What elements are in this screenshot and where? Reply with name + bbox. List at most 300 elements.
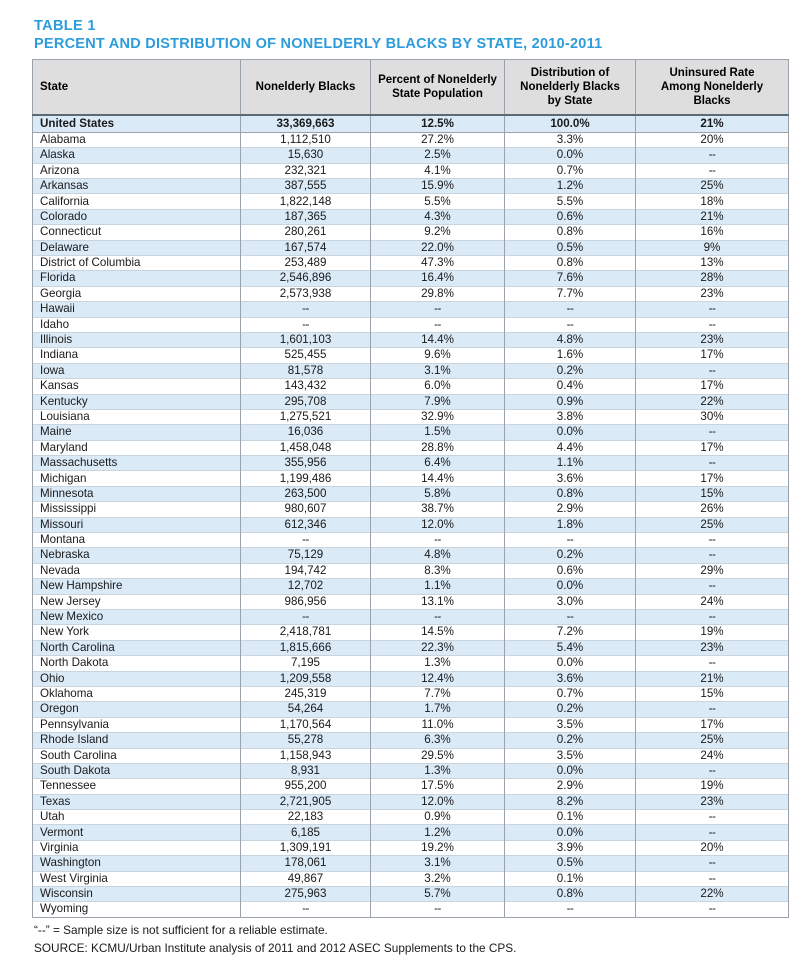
cell-uninsured [636,425,789,440]
cell-count: 1,275,521 [241,409,371,424]
missing-value: -- [708,148,716,162]
cell-percent: 17.5% [371,779,505,794]
cell-dist: 3.5% [505,717,636,732]
cell-percent: 14.4% [371,471,505,486]
cell-count: 167,574 [241,240,371,255]
cell-state-name: Wisconsin [33,887,241,902]
column-header-line: Percent of Nonelderly [378,74,497,87]
cell-dist: 0.0% [505,425,636,440]
table-row [33,856,789,871]
cell-state-name: Rhode Island [33,733,241,748]
cell-percent [371,610,505,625]
cell-count [241,610,371,625]
cell-uninsured [636,317,789,332]
cell-state-name: Connecticut [33,225,241,240]
table-row [33,548,789,563]
cell-count: 612,346 [241,517,371,532]
cell-dist: 4.4% [505,440,636,455]
cell-state-name: South Dakota [33,763,241,778]
missing-value: -- [708,302,716,316]
cell-percent: 1.7% [371,702,505,717]
cell-count: 2,573,938 [241,286,371,301]
column-header-line: Blacks [693,95,731,108]
cell-percent: 7.9% [371,394,505,409]
cell-count: 1,112,510 [241,132,371,147]
cell-percent: 29.8% [371,286,505,301]
cell-uninsured: 24% [636,748,789,763]
cell-state-name: Iowa [33,363,241,378]
cell-dist: 8.2% [505,794,636,809]
cell-uninsured: 23% [636,794,789,809]
column-header-line: by State [547,95,593,108]
cell-percent: 12.5% [371,115,505,132]
table-row [33,179,789,194]
cell-dist: 0.2% [505,702,636,717]
cell-uninsured: 22% [636,394,789,409]
table-row [33,163,789,178]
cell-uninsured [636,763,789,778]
table-row [33,887,789,902]
cell-count: 1,458,048 [241,440,371,455]
cell-state-name: New Mexico [33,610,241,625]
column-header-dist [505,60,636,116]
cell-percent: 9.6% [371,348,505,363]
table-row [33,148,789,163]
cell-percent: 2.5% [371,148,505,163]
cell-count: 2,721,905 [241,794,371,809]
cell-count: 33,369,663 [241,115,371,132]
cell-dist: 0.7% [505,686,636,701]
cell-count: 1,815,666 [241,640,371,655]
missing-value: -- [302,533,309,547]
cell-uninsured [636,810,789,825]
missing-value: -- [566,302,574,316]
missing-value: -- [302,317,309,331]
cell-state-name: West Virginia [33,871,241,886]
cell-state-name: Hawaii [33,302,241,317]
cell-uninsured [636,702,789,717]
cell-uninsured [636,902,789,917]
missing-value: -- [302,302,309,316]
cell-state-name: South Carolina [33,748,241,763]
cell-percent: 13.1% [371,594,505,609]
cell-dist: 5.5% [505,194,636,209]
cell-state-name: Montana [33,533,241,548]
table-row [33,610,789,625]
missing-value: -- [708,856,716,870]
cell-count: 8,931 [241,763,371,778]
cell-state-name: Massachusetts [33,456,241,471]
cell-dist: 4.8% [505,332,636,347]
cell-state-name: Washington [33,856,241,871]
cell-state-name: New York [33,625,241,640]
cell-dist: 0.0% [505,763,636,778]
cell-dist: 3.5% [505,748,636,763]
cell-percent: 3.1% [371,856,505,871]
cell-state-name: Oklahoma [33,686,241,701]
table-row [33,625,789,640]
table-row [33,409,789,424]
cell-state-name: Alaska [33,148,241,163]
cell-state-name: Minnesota [33,486,241,501]
cell-percent: 22.3% [371,640,505,655]
cell-dist: 0.8% [505,486,636,501]
cell-percent: 15.9% [371,179,505,194]
cell-percent: 4.1% [371,163,505,178]
cell-state-name: North Carolina [33,640,241,655]
cell-count: 1,309,191 [241,840,371,855]
cell-percent: 3.1% [371,363,505,378]
cell-count: 263,500 [241,486,371,501]
missing-value: -- [708,456,716,470]
cell-state-name: Louisiana [33,409,241,424]
table-row [33,779,789,794]
cell-state-name: United States [33,115,241,132]
cell-dist: 0.4% [505,379,636,394]
missing-value: -- [708,825,716,839]
cell-state-name: Maryland [33,440,241,455]
column-header-state [33,60,241,116]
cell-uninsured: 19% [636,625,789,640]
cell-percent: 29.5% [371,748,505,763]
cell-dist: 1.2% [505,179,636,194]
cell-count: 280,261 [241,225,371,240]
cell-percent: 12.4% [371,671,505,686]
table-row [33,656,789,671]
table-row [33,594,789,609]
cell-count: 16,036 [241,425,371,440]
cell-percent: 4.8% [371,548,505,563]
cell-uninsured: 17% [636,717,789,732]
table-row [33,502,789,517]
cell-uninsured: 17% [636,471,789,486]
cell-dist [505,317,636,332]
cell-state-name: Missouri [33,517,241,532]
table-row [33,810,789,825]
cell-count: 980,607 [241,502,371,517]
cell-percent: 16.4% [371,271,505,286]
cell-state-name: Idaho [33,317,241,332]
cell-count: 1,170,564 [241,717,371,732]
cell-percent: 47.3% [371,256,505,271]
table-row [33,563,789,578]
cell-percent: 1.3% [371,763,505,778]
cell-percent [371,317,505,332]
cell-dist: 0.5% [505,240,636,255]
missing-value: -- [708,763,716,777]
cell-count: 525,455 [241,348,371,363]
table-row [33,871,789,886]
table-row [33,456,789,471]
cell-percent: 1.1% [371,579,505,594]
cell-uninsured: 15% [636,486,789,501]
cell-count: 194,742 [241,563,371,578]
cell-uninsured: 23% [636,332,789,347]
cell-count: 1,199,486 [241,471,371,486]
table-row [33,348,789,363]
cell-state-name: California [33,194,241,209]
table-notes [34,922,790,957]
cell-state-name: Utah [33,810,241,825]
table-row [33,486,789,501]
cell-uninsured: 15% [636,686,789,701]
cell-dist [505,302,636,317]
cell-uninsured [636,456,789,471]
cell-state-name: Pennsylvania [33,717,241,732]
missing-value: -- [434,902,441,916]
cell-state-name: Delaware [33,240,241,255]
cell-dist: 0.7% [505,163,636,178]
cell-state-name: North Dakota [33,656,241,671]
cell-dist: 0.2% [505,548,636,563]
missing-value: -- [434,533,441,547]
missing-value: -- [708,902,716,916]
cell-percent: 5.7% [371,887,505,902]
cell-state-name: District of Columbia [33,256,241,271]
cell-count: 232,321 [241,163,371,178]
cell-dist [505,610,636,625]
cell-dist: 0.9% [505,394,636,409]
missing-value: -- [302,610,309,624]
cell-uninsured [636,579,789,594]
cell-count: 1,601,103 [241,332,371,347]
cell-state-name: Florida [33,271,241,286]
table-row [33,671,789,686]
cell-uninsured: 26% [636,502,789,517]
cell-percent: 1.2% [371,825,505,840]
cell-percent: 12.0% [371,517,505,532]
table-row [33,379,789,394]
cell-dist: 0.1% [505,871,636,886]
cell-uninsured [636,610,789,625]
cell-state-name: Alabama [33,132,241,147]
cell-dist: 0.0% [505,148,636,163]
cell-dist: 0.8% [505,256,636,271]
table-header [33,60,789,116]
cell-count: 55,278 [241,733,371,748]
cell-state-name: Virginia [33,840,241,855]
cell-percent: 3.2% [371,871,505,886]
cell-count: 387,555 [241,179,371,194]
table-row [33,763,789,778]
cell-count: 15,630 [241,148,371,163]
cell-state-name: Indiana [33,348,241,363]
table-row [33,394,789,409]
cell-dist: 0.0% [505,579,636,594]
cell-dist: 7.6% [505,271,636,286]
cell-state-name: Nebraska [33,548,241,563]
column-header-line: Among Nonelderly [660,81,764,94]
cell-uninsured: 9% [636,240,789,255]
cell-state-name: Nevada [33,563,241,578]
cell-uninsured: 17% [636,379,789,394]
nonelderly-blacks-table [32,59,789,917]
cell-percent: 6.4% [371,456,505,471]
cell-count: 7,195 [241,656,371,671]
cell-dist: 3.3% [505,132,636,147]
cell-uninsured [636,533,789,548]
cell-count: 986,956 [241,594,371,609]
cell-percent: 28.8% [371,440,505,455]
cell-percent: 5.8% [371,486,505,501]
table-row [33,240,789,255]
cell-dist: 3.8% [505,409,636,424]
cell-uninsured: 28% [636,271,789,286]
cell-uninsured: 17% [636,348,789,363]
cell-count: 12,702 [241,579,371,594]
cell-uninsured: 24% [636,594,789,609]
cell-count: 54,264 [241,702,371,717]
missing-value: -- [434,302,441,316]
cell-percent: 22.0% [371,240,505,255]
cell-uninsured [636,656,789,671]
cell-dist: 7.2% [505,625,636,640]
table-header-row [33,60,789,116]
cell-dist: 3.9% [505,840,636,855]
cell-percent [371,533,505,548]
cell-dist: 3.0% [505,594,636,609]
cell-dist [505,533,636,548]
cell-count: 1,158,943 [241,748,371,763]
table-row [33,533,789,548]
table-row [33,517,789,532]
missing-value: -- [566,317,574,331]
column-header-line: Uninsured Rate [669,67,755,80]
cell-dist: 0.0% [505,825,636,840]
missing-value: -- [708,610,716,624]
cell-count: 22,183 [241,810,371,825]
column-header-percent [371,60,505,116]
cell-uninsured: 23% [636,640,789,655]
table-row [33,440,789,455]
cell-count [241,317,371,332]
cell-percent: 14.5% [371,625,505,640]
cell-dist: 3.6% [505,671,636,686]
table-row [33,132,789,147]
table-row [33,332,789,347]
cell-uninsured [636,871,789,886]
column-header-line: Nonelderly Blacks [520,81,620,94]
table-row [33,302,789,317]
cell-uninsured: 21% [636,115,789,132]
table-number-label: TABLE 1 [34,18,96,34]
cell-uninsured: 21% [636,209,789,224]
cell-percent: 6.3% [371,733,505,748]
cell-count: 355,956 [241,456,371,471]
cell-uninsured: 25% [636,179,789,194]
cell-state-name: Texas [33,794,241,809]
cell-count: 2,546,896 [241,271,371,286]
cell-percent: 12.0% [371,794,505,809]
missing-value: -- [708,871,716,885]
cell-uninsured [636,548,789,563]
cell-count: 81,578 [241,363,371,378]
cell-percent: 9.2% [371,225,505,240]
cell-uninsured [636,148,789,163]
cell-dist: 0.8% [505,887,636,902]
missing-value: -- [708,656,716,670]
cell-count: 1,209,558 [241,671,371,686]
cell-count: 253,489 [241,256,371,271]
cell-uninsured [636,825,789,840]
column-header-line: State [40,81,69,94]
table-row [33,733,789,748]
cell-dist: 100.0% [505,115,636,132]
cell-dist: 0.1% [505,810,636,825]
cell-dist: 0.5% [505,856,636,871]
cell-state-name: New Hampshire [33,579,241,594]
missing-value: -- [708,363,716,377]
cell-dist: 0.0% [505,656,636,671]
cell-state-name: Michigan [33,471,241,486]
cell-uninsured [636,163,789,178]
cell-state-name: Tennessee [33,779,241,794]
cell-dist: 0.2% [505,733,636,748]
table-row [33,271,789,286]
column-header-uninsured [636,60,789,116]
table-row-total [33,115,789,132]
cell-percent: 7.7% [371,686,505,701]
cell-count [241,302,371,317]
cell-count: 75,129 [241,548,371,563]
table-row [33,748,789,763]
cell-state-name: Ohio [33,671,241,686]
cell-dist: 0.6% [505,209,636,224]
cell-uninsured: 20% [636,132,789,147]
cell-count: 1,822,148 [241,194,371,209]
cell-state-name: Illinois [33,332,241,347]
column-header-line: Distribution of [530,67,610,80]
missing-value: -- [434,317,441,331]
missing-value: -- [708,533,716,547]
table-row [33,225,789,240]
page-title: PERCENT AND DISTRIBUTION OF NONELDERLY BLACKS BY STATE, 2010-2011 [34,35,603,52]
cell-count: 49,867 [241,871,371,886]
cell-percent: 8.3% [371,563,505,578]
cell-state-name: Wyoming [33,902,241,917]
cell-uninsured: 25% [636,733,789,748]
missing-value: -- [708,317,716,331]
cell-count [241,533,371,548]
table-row [33,640,789,655]
missing-value: -- [302,902,309,916]
cell-uninsured: 13% [636,256,789,271]
cell-count: 187,365 [241,209,371,224]
cell-uninsured [636,363,789,378]
table-row [33,686,789,701]
table-row [33,702,789,717]
cell-percent: 1.3% [371,656,505,671]
cell-uninsured: 25% [636,517,789,532]
column-header-line: Nonelderly Blacks [255,81,356,94]
cell-dist: 2.9% [505,502,636,517]
footnote-source: SOURCE: KCMU/Urban Institute analysis of 2011 and 2012 ASEC Supplements to the CPS. [34,940,517,955]
cell-uninsured [636,856,789,871]
cell-percent: 19.2% [371,840,505,855]
cell-percent: 4.3% [371,209,505,224]
table-row [33,471,789,486]
footnote-missing-symbol: “--” = Sample size is not sufficient for a reliable estimate. [34,922,328,937]
cell-percent: 14.4% [371,332,505,347]
cell-uninsured: 17% [636,440,789,455]
missing-value: -- [708,163,716,177]
cell-count: 955,200 [241,779,371,794]
cell-count: 295,708 [241,394,371,409]
cell-count [241,902,371,917]
cell-percent: 6.0% [371,379,505,394]
cell-count: 245,319 [241,686,371,701]
cell-uninsured: 18% [636,194,789,209]
